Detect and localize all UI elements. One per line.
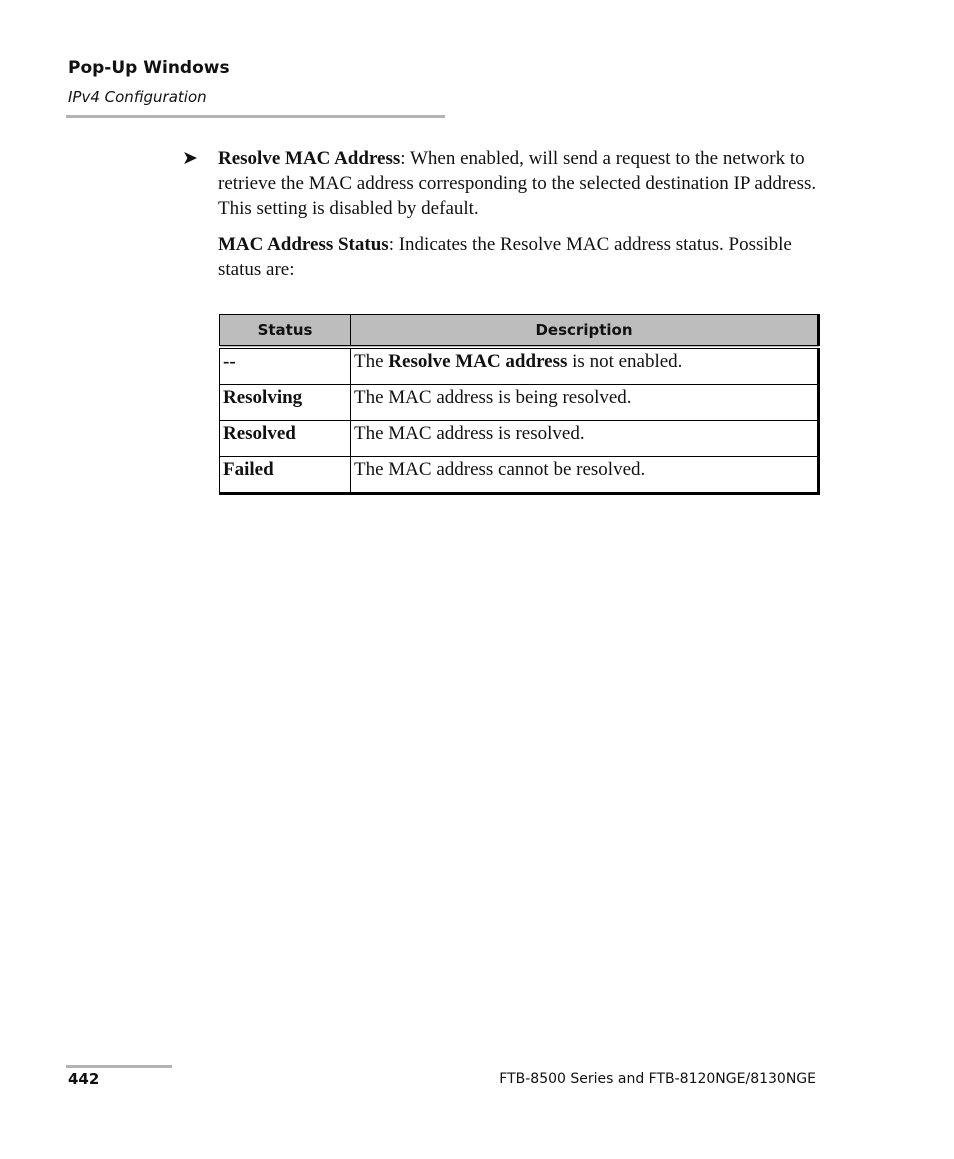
table-row	[220, 385, 819, 421]
table-row	[220, 457, 819, 494]
para-text: : Indicates the Resolve MAC address status. Possible status are:	[218, 234, 792, 280]
status-cell	[220, 421, 351, 457]
column-header-status: Status	[220, 315, 351, 348]
table-row	[220, 421, 819, 457]
bullet-term: Resolve MAC Address	[218, 148, 401, 169]
bullet-item-resolve-mac	[182, 146, 818, 221]
arrow-bullet-icon: ➤	[182, 147, 198, 169]
section-title: Pop-Up Windows	[68, 58, 230, 78]
status-cell	[220, 457, 351, 494]
status-table	[219, 314, 820, 495]
section-subtitle: IPv4 Configuration	[68, 88, 207, 106]
footer-divider	[66, 1065, 172, 1068]
description-text: is not enabled.	[567, 351, 683, 372]
description-cell: The MAC address is being resolved.	[351, 385, 819, 421]
status-cell	[220, 385, 351, 421]
status-value: --	[223, 351, 236, 372]
description-bold: Resolve MAC address	[388, 351, 568, 372]
description-text: The	[354, 351, 389, 372]
status-value: Resolved	[223, 423, 296, 444]
header-divider	[66, 115, 445, 118]
page-number: 442	[68, 1070, 100, 1088]
para-term: MAC Address Status	[218, 234, 389, 255]
table-header-row	[220, 315, 819, 348]
document-title: FTB-8500 Series and FTB-8120NGE/8130NGE	[499, 1071, 816, 1087]
status-cell	[220, 347, 351, 385]
status-value: Resolving	[223, 387, 303, 408]
mac-status-paragraph	[218, 232, 818, 282]
status-value: Failed	[223, 459, 274, 480]
table-row	[220, 347, 819, 385]
bullet-text: : When enabled, will send a request to the network to retrieve the MAC address corresponding to the selected destination IP address. This setting is disabled by default.	[218, 148, 817, 219]
column-header-description: Description	[351, 315, 819, 348]
description-cell: The MAC address is resolved.	[351, 421, 819, 457]
description-cell: The MAC address cannot be resolved.	[351, 457, 819, 494]
description-cell	[351, 347, 819, 385]
